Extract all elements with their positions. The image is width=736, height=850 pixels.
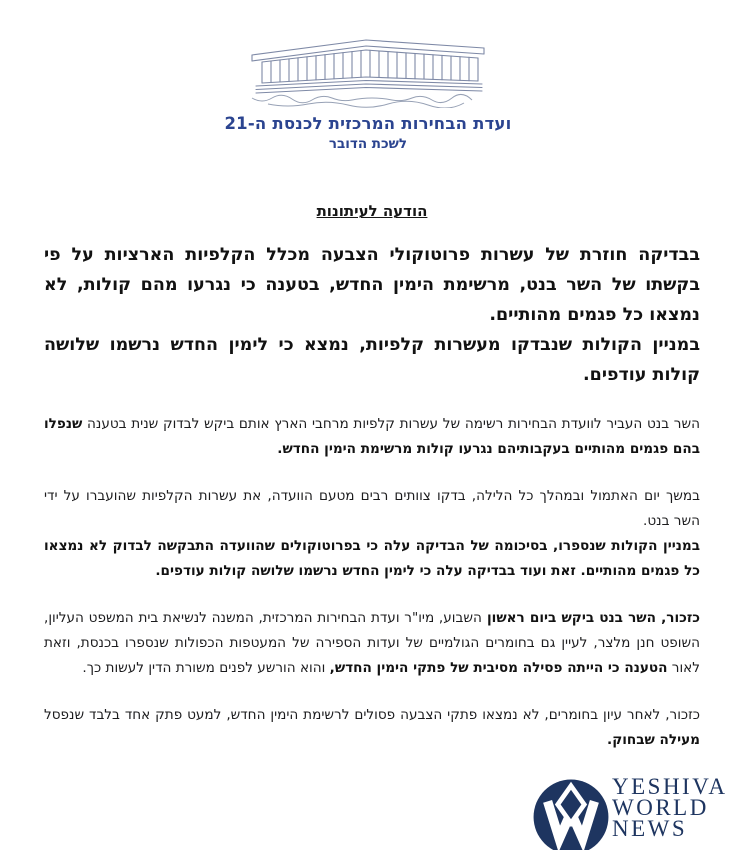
paragraph-bennett-request (44, 412, 700, 462)
text-run: במשך יום האתמול ובמהלך כל הלילה, בדקו צוותים רבים מטעם הוועדה, את עשרות הקלפיות שהועברו על ידי השר בנט. (44, 488, 700, 529)
text-run: במניין הקולות שנספרו, בסיכומה של הבדיקה עלה כי בפרוטוקולים שהוועדה התבקשה לבדוק לא נמצאו כל פגמים מהותיים. זאת ועוד בבדיקה עלה כי לימין החדש נרשמו שלושה קולות עודפים. (44, 538, 700, 579)
paragraph-lead-1 (44, 240, 700, 330)
text-run: במניין הקולות שנבדקו מעשרות קלפיות, נמצא כי לימין החדש נרשמו שלושה קולות עודפים. (44, 335, 700, 385)
text-run: והוא הורשע לפנים משורת הדין לעשות כך. (82, 660, 330, 676)
committee-letterhead (0, 0, 736, 152)
ywn-wordmark-line: WORLD (612, 795, 709, 820)
text-run: בבדיקה חוזרת של עשרות פרוטוקולי הצבעה מכלל הקלפיות הארציות על פי בקשתו של השר בנט, מרשימת הימין החדש, בטענה כי נגרעו מהם קולות, לא נמצאו כל פגמים מהותיים. (44, 245, 700, 325)
ywn-wordmark-line: YESHIVA (612, 774, 728, 799)
press-release-title: הודעה לעיתונות (316, 202, 428, 220)
ywn-wordmark-line: NEWS (612, 816, 688, 841)
paragraph-melcer-review (44, 606, 700, 681)
press-release-body (0, 202, 736, 753)
text-run: שנפלו בהם פגמים מהותיים בעקבותיהם נגרעו קולות מרשימת הימין החדש. (44, 416, 700, 457)
text-run: מעילה שבחוק. (607, 732, 700, 748)
text-run: כזכור, השר בנט ביקש ביום ראשון (481, 610, 700, 626)
text-run: השבוע, מיו"ר ועדת הבחירות המרכזית, המשנה לנשיאת בית המשפט העליון, השופט חנן מלצר, לעיין גם בחומרים הגולמיים של ועדות הספירה של המעטפות הכפולות שנספרו בכנסת, וזאת לאור (44, 610, 700, 676)
paragraph-lead-2 (44, 330, 700, 390)
text-run: כזכור, לאחר עיון בחומרים, לא נמצאו פתקי הצבעה פסולים לרשימת הימין החדש, למעט פתק אחד בלבד שנפסל (44, 707, 700, 723)
paragraph-recount-result (44, 484, 700, 584)
text-run: הטענה כי הייתה פסילה מסיבית של פתקי הימין החדש, (329, 660, 668, 676)
spokesperson-office-subtitle: לשכת הדובר (328, 136, 408, 152)
ywn-w-monogram-icon (532, 778, 610, 850)
text-run: השר בנט העביר לוועדת הבחירות רשימה של עשרות קלפיות מרחבי הארץ אותם ביקש לבדוק שנית בטענה (82, 416, 700, 432)
knesset-building-icon (248, 34, 488, 108)
ywn-wordmark (612, 776, 727, 839)
committee-title: ועדת הבחירות המרכזית לכנסת ה-21 (224, 114, 512, 133)
paragraph-conclusion (44, 703, 700, 753)
